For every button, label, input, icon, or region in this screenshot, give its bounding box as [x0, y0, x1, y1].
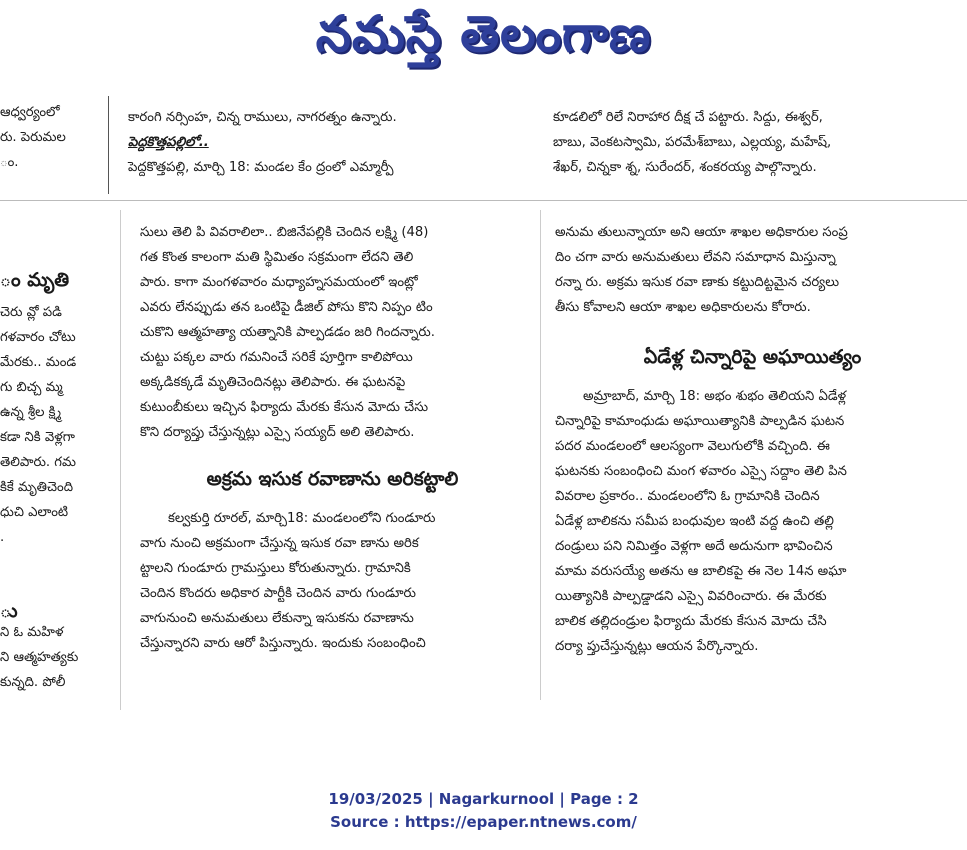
- footer-date-edition: 19/03/2025 | Nagarkurnool | Page : 2: [328, 790, 639, 808]
- headline-child-assault: ఏడేళ్ల చిన్నారిపై అఘాయిత్యం: [643, 346, 862, 368]
- article-child-assault-body: అమ్రాబాద్, మార్చి 18: అభం శుభం తెలియని ఏడేళ్ల చిన్నారిపై కామాంధుడు అఘాయిత్యానికి పాల్పడిన ఘటన పదర మండలంలో ఆలస్యంగా వెలుగులోకి వచ్చింది. ఈ ఘటనకు సంబంధించి మంగ ళవారం ఎస్సై సద్దాం తెలి పిన వివరాల ప్రకారం.. మండలంలోని ఓ గ్రామానికి చెందిన ఏడేళ్ల బాలికను సమీప బంధువుల ఇంటి వద్ద ఉంచి తల్లి దండ్రులు పని నిమిత్తం వెళ్లగా అదే అదునుగా భావించిన మామ వరుసయ్యే అతను ఆ బాలికపై ఈ నెల 14న అఘా యిత్యానికి పాల్పడ్డాడని ఎస్సై వివరించారు. ఈ మేరకు బాలిక తల్లిదండ్రుల ఫిర్యాదు మేరకు కేసున మోదు చేసి దర్యా ప్తుచేస్తున్నట్లు ఆయన పేర్కొన్నారు.: [555, 389, 847, 654]
- newspaper-logo: నమస్తే తెలంగాణ: [315, 4, 652, 63]
- column-divider: [540, 210, 541, 700]
- footer-source-link[interactable]: Source : https://epaper.ntnews.com/: [330, 813, 637, 831]
- left-fragment-text: చెరు వ్లో పడి గళవారం చోటు మేరకు.. మండ గు బిచ్చ మ్మ ఉన్న శ్రీల క్ష్మి కడా నికి వెళ్లగా తెలిపారు. గమ కికే మృతిచెంది ధుచి ఎలాంటి .: [0, 305, 77, 545]
- subheading-peddakothapally: పెద్దకొత్తపల్లిలో..: [128, 135, 209, 150]
- middle-column: [140, 220, 525, 656]
- left-fragment-heading-2: ు: [0, 600, 18, 622]
- column-divider: [108, 96, 109, 194]
- article-sand-continued: అనుమ తులున్నాయా అని ఆయా శాఖల అధికారుల సంప్ర దిం చగా వారు అనుమతులు లేవని సమాధాన మిస్తున్నా రన్నా రు. అక్రమ ఇసుక రవా ణాకు కట్టుదిట్టమైన చర్యలు తీసు కోవాలని ఆయా శాఖల అధికారులను కోరారు.: [555, 225, 848, 315]
- article-lakshmi-body: సులు తెలి పి వివరాలిలా.. బిజినేపల్లికి చెందిన లక్ష్మి (48) గత కొంత కాలంగా మతి స్థిమితం సక్రమంగా లేదని తెలి పారు. కాగా మంగళవారం మధ్యాహ్నసమయంలో ఇంట్లో ఎవరు లేనప్పుడు తన ఒంటిపై డీజిల్ పోసు కొని నిప్పం టిం చుకొని ఆత్మహత్యా యత్నానికి పాల్పడడం జరి గిందన్నారు. చుట్టు పక్కల వారు గమనించే సరికే పూర్తిగా కాలిపోయి అక్కడికక్కడే మృతిచెందినట్లు తెలిపారు. ఈ ఘటనపై కుటుంబీకులు ఇచ్చిన ఫిర్యాదు మేరకు కేసున మోదు చేసు కొని దర్యాప్తు చేస్తున్నట్లు ఎస్సై సయ్యద్ అలి తెలిపారు.: [140, 225, 435, 440]
- top-left-fragment: ఆధ్వర్యంలో రు. పెరుమల ం.: [0, 105, 66, 170]
- left-fragment-heading: ం మృతి: [0, 269, 70, 291]
- article-illegal-sand-body: కల్వకుర్తి రూరల్, మార్చి18: మండలంలోని గుండూరు వాగు నుంచి అక్రమంగా చేస్తున్న ఇసుక రవా ణాను అరిక ట్టాలని గుండూరు గ్రామస్తులు కోరుతున్నారు. గ్రామానికి చెందిన కొందరు అధికార పార్టీకి చెందిన వారు గుండూరు వాగునుంచి అనుమతులు లేకున్నా ఇసుకను రవాణాను చేస్తున్నారని వారు ఆరో పిస్తున్నారు. ఇందుకు సంబంధించి: [140, 511, 436, 651]
- right-column: [555, 220, 950, 659]
- top-middle-text: కారంగి నర్సింహ, చిన్న రాములు, నాగరత్నం ఉన్నారు. పెద్దకొత్తపల్లిలో.. పెద్దకొత్తపల్లి, మార్చి 18: మండల కేం ద్రంలో ఎమ్మార్పీ: [128, 105, 523, 180]
- column-divider: [120, 210, 121, 710]
- left-fragment-text-2: ని ఓ మహిళ ని ఆత్మహత్యకు కున్నది. పోలీ: [0, 625, 79, 690]
- masthead: [0, 0, 967, 82]
- top-right-text: కూడలిలో రిలే నిరాహార దీక్ష చే పట్టారు. సిద్దు, ఈశ్వర్, బాబు, వెంకటస్వామి, పరమేశ్‌బాబు, ఎల్లయ్య, మహేష్, శేఖర్, చిన్నకా శ్న, సురేందర్, శంకరయ్య పాల్గొన్నారు.: [553, 110, 832, 175]
- headline-illegal-sand: అక్రమ ఇసుక రవాణాను అరికట్టాలి: [206, 468, 459, 490]
- section-divider: [0, 200, 967, 201]
